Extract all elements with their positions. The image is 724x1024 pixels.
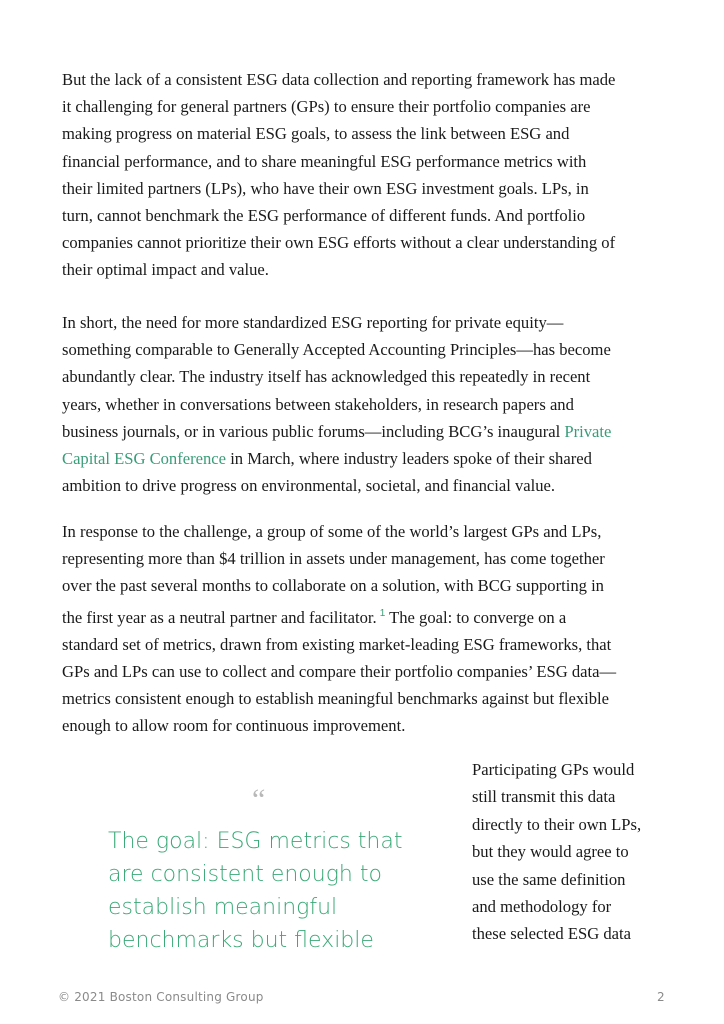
text-line: years, whether in conversations between stakeholders, in research papers and: [62, 394, 574, 414]
footnote-marker[interactable]: 1: [379, 607, 386, 619]
text-segment: the first year as a neutral partner and facilitator.: [62, 607, 377, 627]
text-line: turn, cannot benchmark the ESG performance of different funds. And portfolio: [62, 206, 586, 226]
text-line: abundantly clear. The industry itself has acknowledged this repeatedly in recent: [62, 367, 591, 387]
conference-link-part2[interactable]: Capital ESG Conference: [62, 449, 227, 469]
text-line: making progress on material ESG goals, to assess the link between ESG and: [62, 124, 570, 144]
paragraph-standardized-reporting: [62, 309, 664, 499]
text-line: [62, 445, 664, 472]
side-column-text: [472, 756, 672, 948]
text-line: but they would agree to: [472, 842, 629, 862]
text-line: companies cannot prioritize their own ESG efforts without a clear understanding of: [62, 233, 616, 253]
pull-quote-line: benchmarks but flexible: [108, 928, 374, 953]
text-segment: The goal: to converge on a: [385, 607, 567, 627]
text-line: GPs and LPs can use to collect and compare their portfolio companies’ ESG data—: [62, 662, 617, 682]
pull-quote-line: The goal: ESG metrics that: [108, 829, 403, 854]
text-line: use the same definition: [472, 869, 626, 889]
text-line: financial performance, and to share meaningful ESG performance metrics with: [62, 151, 587, 171]
text-line: metrics consistent enough to establish meaningful benchmarks against but flexible: [62, 689, 610, 709]
pull-quote-line: establish meaningful: [108, 895, 338, 920]
text-line: representing more than $4 trillion in assets under management, has come together: [62, 549, 605, 569]
footer-copyright: © 2021 Boston Consulting Group: [58, 990, 264, 1004]
text-line: ambition to drive progress on environmental, societal, and financial value.: [62, 476, 556, 496]
text-line: standard set of metrics, drawn from existing market-leading ESG frameworks, that: [62, 634, 612, 654]
text-line: In response to the challenge, a group of some of the world’s largest GPs and LPs,: [62, 522, 602, 541]
paragraph-response-challenge: [62, 518, 664, 740]
pull-quote: [108, 825, 428, 957]
paragraph-esg-framework: [62, 66, 664, 284]
text-line: and methodology for: [472, 897, 612, 917]
text-line: something comparable to Generally Accepted Accounting Principles—has become: [62, 340, 611, 360]
text-line: these selected ESG data: [472, 924, 631, 944]
conference-link-part1[interactable]: Private: [564, 421, 612, 441]
text-line: their optimal impact and value.: [62, 260, 269, 280]
text-segment: business journals, or in various public forums—including BCG’s inaugural: [62, 421, 565, 441]
text-line: enough to allow room for continuous improvement.: [62, 716, 406, 736]
text-line: Participating GPs would: [472, 760, 635, 779]
text-line: directly to their own LPs,: [472, 814, 642, 834]
text-line: But the lack of a consistent ESG data collection and reporting framework has made: [62, 70, 616, 89]
text-line: it challenging for general partners (GPs) to ensure their portfolio companies are: [62, 97, 591, 117]
text-line: [62, 600, 664, 631]
page-number: 2: [657, 990, 665, 1004]
quote-mark-icon: “: [252, 783, 266, 816]
text-line: [62, 418, 664, 445]
text-segment: in March, where industry leaders spoke of their shared: [226, 449, 592, 469]
text-line: In short, the need for more standardized ESG reporting for private equity—: [62, 313, 564, 332]
text-line: still transmit this data: [472, 787, 616, 807]
text-line: their limited partners (LPs), who have their own ESG investment goals. LPs, in: [62, 178, 589, 198]
text-line: over the past several months to collaborate on a solution, with BCG supporting in: [62, 576, 604, 596]
pull-quote-line: are consistent enough to: [108, 862, 382, 887]
